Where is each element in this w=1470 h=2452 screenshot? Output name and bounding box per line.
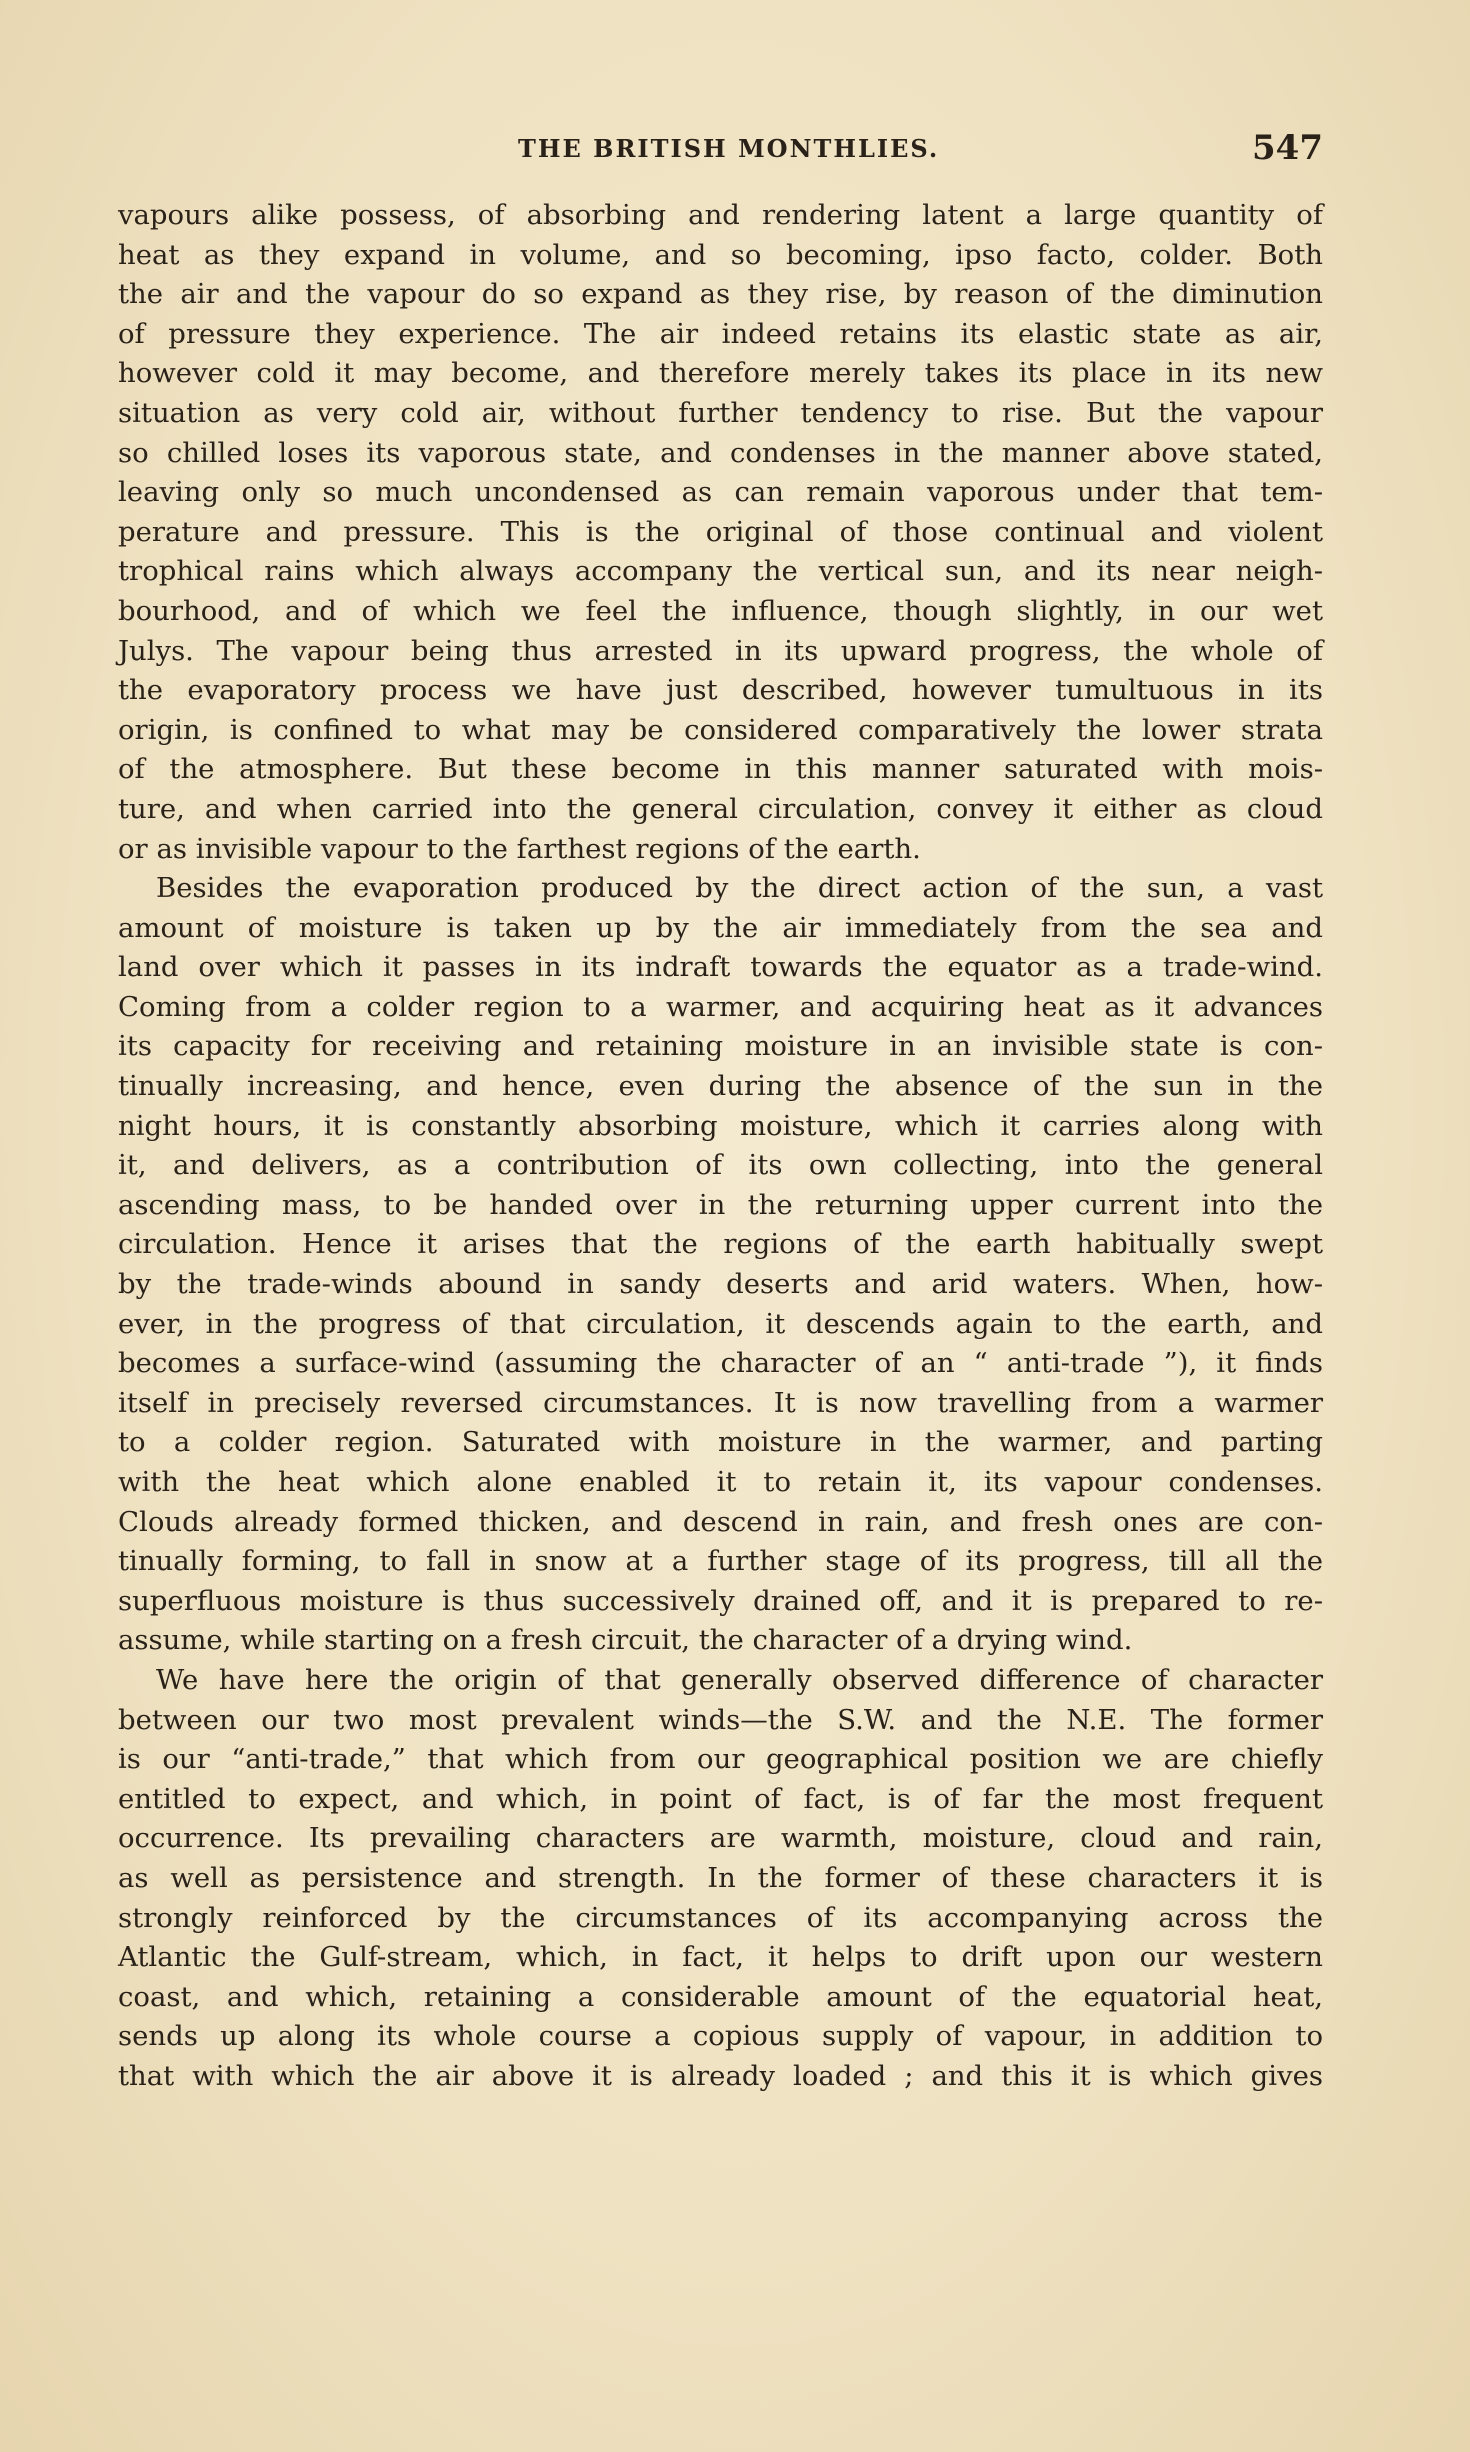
text-line: Clouds already formed thicken, and descend in rain, and fresh ones are con-: [118, 1505, 1323, 1538]
text-line: it, and delivers, as a contribution of its own collecting, into the general: [118, 1149, 1323, 1182]
text-line: origin, is confined to what may be considered comparatively the lower strata: [118, 713, 1323, 746]
text-line: itself in precisely reversed circumstances. It is now travelling from a warmer: [118, 1386, 1323, 1419]
text-line: perature and pressure. This is the original of those continual and violent: [118, 515, 1323, 548]
text-line: heat as they expand in volume, and so becoming, ipso facto, colder. Both: [118, 238, 1323, 271]
text-line: with the heat which alone enabled it to retain it, its vapour condenses.: [118, 1466, 1323, 1498]
text-line: between our two most prevalent winds—the S.W. and the N.E. The former: [118, 1703, 1323, 1736]
text-line: ture, and when carried into the general circulation, convey it either as cloud: [118, 792, 1323, 825]
text-line: or as invisible vapour to the farthest regions of the earth.: [118, 832, 921, 865]
text-line: sends up along its whole course a copious supply of vapour, in addition to: [118, 2020, 1323, 2053]
text-line: strongly reinforced by the circumstances of its accompanying across the: [118, 1901, 1323, 1934]
text-line: leaving only so much uncondensed as can remain vaporous under that tem-: [118, 476, 1323, 509]
body-text: [118, 196, 1323, 2097]
text-line: situation as very cold air, without further tendency to rise. But the vapour: [118, 396, 1323, 429]
text-line: of pressure they experience. The air indeed retains its elastic state as air,: [118, 317, 1323, 350]
text-line: ever, in the progress of that circulation, it descends again to the earth, and: [118, 1307, 1323, 1340]
text-line: so chilled loses its vaporous state, and condenses in the manner above stated,: [118, 436, 1323, 469]
text-line: tinually increasing, and hence, even during the absence of the sun in the: [118, 1070, 1323, 1103]
text-line: vapours alike possess, of absorbing and rendering latent a large quantity of: [118, 199, 1323, 231]
text-line: circulation. Hence it arises that the regions of the earth habitually swept: [118, 1228, 1323, 1261]
text-line: entitled to expect, and which, in point of fact, is of far the most frequent: [118, 1782, 1323, 1815]
text-line: tinually forming, to fall in snow at a further stage of its progress, till all the: [118, 1545, 1323, 1578]
text-line: its capacity for receiving and retaining moisture in an invisible state is con-: [118, 1030, 1323, 1063]
text-line: night hours, it is constantly absorbing moisture, which it carries along with: [118, 1109, 1323, 1142]
text-line: as well as persistence and strength. In the former of these characters it is: [118, 1861, 1323, 1894]
text-line: bourhood, and of which we feel the influence, though slightly, in our wet: [118, 594, 1323, 627]
text-line: the evaporatory process we have just described, however tumultuous in its: [118, 674, 1323, 707]
text-line: Coming from a colder region to a warmer, and acquiring heat as it advances: [118, 990, 1323, 1023]
text-line: occurrence. Its prevailing characters are warmth, moisture, cloud and rain,: [118, 1822, 1323, 1855]
text-line: amount of moisture is taken up by the air immediately from the sea and: [118, 911, 1323, 944]
running-title: THE BRITISH MONTHLIES.: [518, 134, 940, 163]
paragraph-2: [118, 869, 1323, 1661]
text-line: by the trade-winds abound in sandy deserts and arid waters. When, how-: [118, 1268, 1323, 1301]
text-line: assume, while starting on a fresh circuit, the character of a drying wind.: [118, 1624, 1133, 1657]
text-line: land over which it passes in its indraft towards the equator as a trade-wind.: [118, 951, 1323, 984]
text-line: of the atmosphere. But these become in this manner saturated with mois-: [118, 753, 1323, 786]
text-line: ascending mass, to be handed over in the returning upper current into the: [118, 1188, 1323, 1221]
text-line: coast, and which, retaining a considerable amount of the equatorial heat,: [118, 1980, 1323, 2013]
page-header: [118, 128, 1323, 172]
text-line: however cold it may become, and therefore merely takes its place in its new: [118, 357, 1323, 390]
text-line: Besides the evaporation produced by the direct action of the sun, a vast: [156, 872, 1323, 905]
text-line: becomes a surface-wind (assuming the character of an “ anti-trade ”), it finds: [118, 1347, 1323, 1380]
text-line: to a colder region. Saturated with moisture in the warmer, and parting: [118, 1426, 1323, 1459]
text-line: Julys. The vapour being thus arrested in its upward progress, the whole of: [118, 634, 1323, 667]
paragraph-1: [118, 196, 1323, 869]
text-line: that with which the air above it is already loaded ; and this it is which gives: [118, 2059, 1323, 2092]
text-line: the air and the vapour do so expand as they rise, by reason of the diminution: [118, 278, 1323, 311]
text-line: is our “anti-trade,” that which from our geographical position we are chiefly: [118, 1743, 1323, 1776]
text-line: Atlantic the Gulf-stream, which, in fact, it helps to drift upon our western: [118, 1941, 1323, 1974]
paragraph-3: [118, 1661, 1323, 2097]
text-line: superfluous moisture is thus successively drained off, and it is prepared to re-: [118, 1584, 1323, 1617]
text-line: We have here the origin of that generally observed difference of character: [156, 1663, 1323, 1696]
text-line: trophical rains which always accompany the vertical sun, and its near neigh-: [118, 555, 1323, 588]
page-number: 547: [1252, 128, 1323, 168]
